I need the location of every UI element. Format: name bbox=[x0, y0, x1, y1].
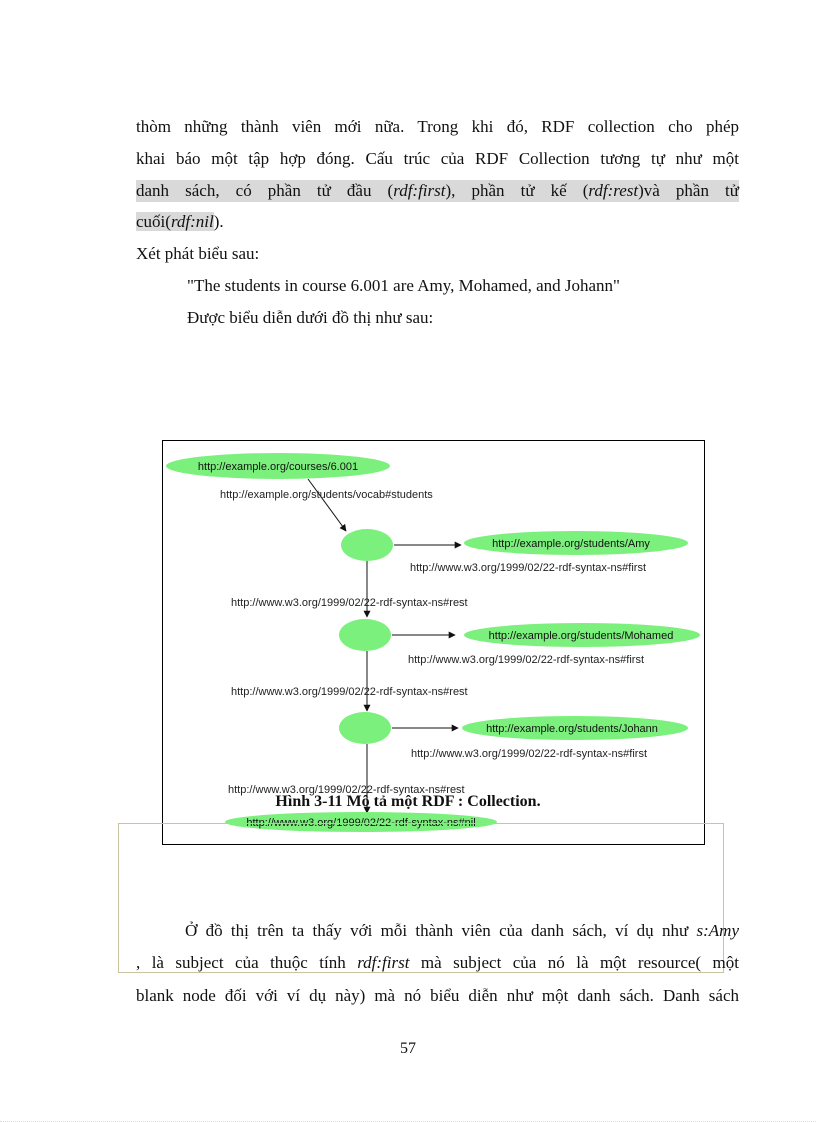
rest-label-1: http://www.w3.org/1999/02/22-rdf-syntax-ns#rest bbox=[231, 597, 468, 609]
quote-text: "The students in course 6.001 are Amy, Mohamed, and Johann" bbox=[187, 276, 620, 295]
edge-students bbox=[308, 479, 346, 531]
figure-caption: Hình 3-11 Mô tả một RDF : Collection. bbox=[275, 793, 541, 810]
paragraph-2-line-1: Ở đồ thị trên ta thấy với mỗi thành viên của danh sách, ví dụ như s:Amy bbox=[185, 921, 739, 940]
paragraph-1-line-1: thòm những thành viên mới nữa. Trong khi đó, RDF collection cho phép bbox=[136, 117, 739, 136]
paragraph-1-line-4: cuối(rdf:nil). bbox=[136, 212, 224, 231]
first-label-mohamed: http://www.w3.org/1999/02/22-rdf-syntax-ns#first bbox=[408, 654, 644, 666]
page-number: 57 bbox=[400, 1040, 416, 1057]
represented-text: Được biểu diễn dưới đồ thị như sau: bbox=[187, 308, 434, 327]
blank-node-3 bbox=[339, 712, 391, 744]
blank-node-2 bbox=[339, 619, 391, 651]
paragraph-1-line-2: khai báo một tập hợp đóng. Cấu trúc của RDF Collection tương tự như một bbox=[136, 149, 739, 168]
paragraph-1-line-3: danh sách, có phần tử đầu (rdf:first), phần tử kế (rdf:rest)và phần tử bbox=[136, 181, 739, 200]
nil-node-label: http://www.w3.org/1999/02/22-rdf-syntax-ns#nil bbox=[246, 817, 476, 829]
rest-label-2: http://www.w3.org/1999/02/22-rdf-syntax-ns#rest bbox=[231, 686, 468, 698]
students-edge-label: http://example.org/students/vocab#students bbox=[220, 489, 433, 501]
paragraph-2-line-2: , là subject của thuộc tính rdf:first mà subject của nó là một resource( một bbox=[136, 953, 739, 972]
course-node-label: http://example.org/courses/6.001 bbox=[197, 461, 359, 473]
rest-label-3: http://www.w3.org/1999/02/22-rdf-syntax-ns#rest bbox=[228, 784, 465, 796]
first-label-amy: http://www.w3.org/1999/02/22-rdf-syntax-ns#first bbox=[410, 562, 646, 574]
blank-node-1 bbox=[341, 529, 393, 561]
paragraph-2-line-3: blank node đối với ví dụ này) mà nó biểu diễn như một danh sách. Danh sách bbox=[136, 986, 739, 1005]
first-label-johann: http://www.w3.org/1999/02/22-rdf-syntax-ns#first bbox=[411, 748, 647, 760]
johann-node-label: http://example.org/students/Johann bbox=[486, 723, 658, 735]
frame-box bbox=[118, 823, 724, 973]
amy-node-label: http://example.org/students/Amy bbox=[492, 538, 650, 550]
rdf-collection-diagram bbox=[162, 440, 705, 845]
intro-text: Xét phát biểu sau: bbox=[136, 244, 260, 263]
mohamed-node-label: http://example.org/students/Mohamed bbox=[488, 630, 674, 642]
